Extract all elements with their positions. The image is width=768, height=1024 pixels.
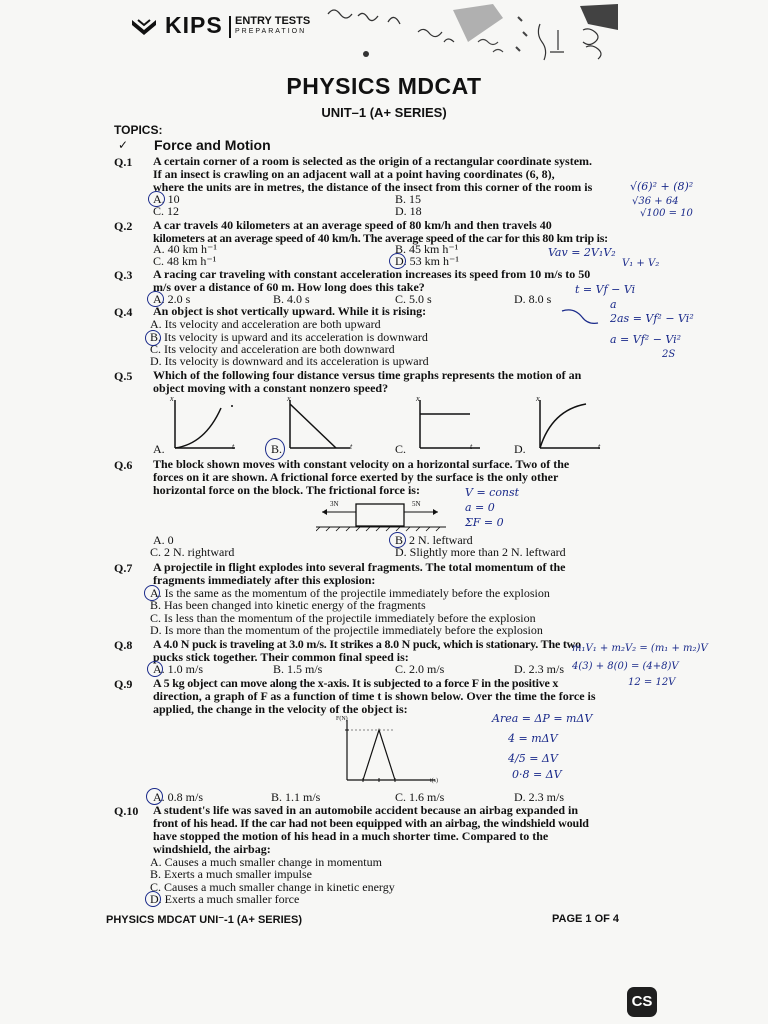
logo-divider <box>229 16 231 38</box>
q1-line-1: A certain corner of a room is selected as the origin of a rectangular coordinate system. <box>153 154 593 168</box>
q1-option-d: D. 18 <box>395 204 422 218</box>
footer-page-number: PAGE 1 OF 4 <box>552 913 620 925</box>
q7-option-c: C. Is less than the momentum of the projectile immediately before the explosion <box>150 611 536 625</box>
q9-work-2: 4 = mΔV <box>508 732 558 745</box>
camscanner-badge: CS <box>627 987 657 1017</box>
q5-graph-b <box>280 396 360 454</box>
q5-option-a: A. <box>153 442 165 456</box>
q3-option-b: B. 4.0 s <box>273 292 310 306</box>
q9-line-3: applied, the change in the velocity of the object is: <box>153 702 408 716</box>
q4-option-a: A. Its velocity and acceleration are both upward <box>150 317 381 331</box>
page-subtitle: UNIT–1 (A+ SERIES) <box>321 105 447 120</box>
q3-option-a: A. 2.0 s <box>153 292 191 306</box>
q9-line-2: direction, a graph of F as a function of time t is shown below. Over the time the force is <box>153 689 596 703</box>
q10-line-4: windshield, the airbag: <box>153 842 271 856</box>
q8-option-a: A. 1.0 m/s <box>153 662 204 676</box>
q9-work-3: 4/5 = ΔV <box>508 752 558 765</box>
logo-sub-entry-tests: ENTRY TESTS <box>235 15 311 27</box>
q9-line-1: A 5 kg object can move along the x-axis. It is subjected to a force F in the positive x <box>153 676 559 690</box>
q10-option-c: C. Causes a much smaller change in kinetic energy <box>150 880 395 894</box>
q8-work-3: 12 = 12V <box>628 677 676 688</box>
q9-work-4: 0·8 = ΔV <box>512 768 562 781</box>
q3-option-c: C. 5.0 s <box>395 292 432 306</box>
top-scribbles <box>318 2 618 72</box>
q8-option-d: D. 2.3 m/s <box>514 662 565 676</box>
logo-sub-preparation: PREPARATION <box>235 28 307 35</box>
q2-option-b: B. 45 km h⁻¹ <box>395 242 459 256</box>
q5-graph-a-t-label: t <box>232 442 235 451</box>
q3-work-3: 2as = Vf² − Vi² <box>610 312 694 325</box>
q1-line-3: where the units are in metres, the distance of the insect from this corner of the room is <box>153 180 593 194</box>
q1-option-c: C. 12 <box>153 204 180 218</box>
q4-option-d: D. Its velocity is downward and its acceleration is upward <box>150 354 429 368</box>
q4-answer-circle <box>145 330 161 346</box>
q4-option-b: B. Its velocity is upward and its acceleration is downward <box>150 330 428 344</box>
q2-option-d: D. 53 km h⁻¹ <box>395 254 459 268</box>
q5-graph-c-x-label: x <box>416 394 420 403</box>
q5-option-b: B. <box>271 442 283 456</box>
q2-line-2: kilometers at an average speed of 40 km/h. The average speed of the car for this 80 km trip is: <box>153 231 608 245</box>
q9-number: Q.9 <box>114 677 133 691</box>
q7-option-a: A. Is the same as the momentum of the projectile immediately before the explosion <box>150 586 550 600</box>
q7-answer-circle <box>144 585 160 601</box>
q10-number: Q.10 <box>114 804 139 818</box>
q3-line-1: A racing car traveling with constant acceleration increases its speed from 10 m/s to 50 <box>153 267 591 281</box>
q5-graph-c <box>410 396 490 454</box>
q8-option-c: C. 2.0 m/s <box>395 662 445 676</box>
q4-line-1: An object is shot vertically upward. While it is rising: <box>153 304 427 318</box>
q1-option-a: A. 10 <box>153 192 180 206</box>
q4-option-c: C. Its velocity and acceleration are both downward <box>150 342 395 356</box>
kips-logo <box>131 14 311 40</box>
q6-work-1: V = const <box>465 486 520 499</box>
q5-graph-d-t-label: t <box>598 442 601 451</box>
q7-option-d: D. Is more than the momentum of the projectile immediately before the explosion <box>150 623 543 637</box>
q1-work-2: √36 + 64 <box>632 196 679 207</box>
q5-graph-b-x-label: x <box>287 394 291 403</box>
q6-line-1: The block shown moves with constant velocity on a horizontal surface. Two of the <box>153 457 570 471</box>
q4-number: Q.4 <box>114 305 133 319</box>
q2-work-1: Vav = 2V₁V₂ <box>548 246 616 259</box>
q3-work-4: a = Vf² − Vi² <box>610 333 682 346</box>
q1-work-1: √(6)² + (8)² <box>630 180 694 193</box>
q6-option-b: B. 2 N. leftward <box>395 533 473 547</box>
q10-option-d: D. Exerts a much smaller force <box>150 892 300 906</box>
q10-option-a: A. Causes a much smaller change in momentum <box>150 855 382 869</box>
q5-graph-d-x-label: x <box>536 394 540 403</box>
q9-option-b: B. 1.1 m/s <box>271 790 321 804</box>
q10-line-2: front of his head. If the car had not been equipped with an airbag, the windshield would <box>153 816 589 830</box>
q3-line-2: m/s over a distance of 60 m. How long does this take? <box>153 280 425 294</box>
q1-line-2: If an insect is crawling on an adjacent wall at a point having coordinates (6, 8), <box>153 167 555 181</box>
q3-work-1: t = Vf − Vi <box>575 283 636 296</box>
q6-option-c: C. 2 N. rightward <box>150 545 235 559</box>
q9-option-d: D. 2.3 m/s <box>514 790 565 804</box>
q9-option-c: C. 1.6 m/s <box>395 790 445 804</box>
q5-graph-b-t-label: t <box>350 442 353 451</box>
q1-option-b: B. 15 <box>395 192 422 206</box>
q8-number: Q.8 <box>114 638 133 652</box>
q9-graph-y-label: F(N) <box>336 716 348 722</box>
q6-line-3: horizontal force on the block. The frictional force is: <box>153 483 420 497</box>
q6-answer-circle <box>389 532 406 548</box>
q3-work-2: a <box>610 298 617 311</box>
q8-work-1: m₁V₁ + m₂V₂ = (m₁ + m₂)V <box>572 643 708 654</box>
q3-option-d: D. 8.0 s <box>514 292 552 306</box>
q7-line-2: fragments immediately after this explosion: <box>153 573 376 587</box>
topic-title: Force and Motion <box>154 137 271 153</box>
topics-label: TOPICS: <box>114 123 163 137</box>
q1-number: Q.1 <box>114 155 133 169</box>
q10-answer-circle <box>145 891 161 907</box>
q6-line-2: forces on it are shown. A frictional force exerted by the surface is the only other <box>153 470 559 484</box>
q8-answer-circle <box>147 661 163 677</box>
q8-option-b: B. 1.5 m/s <box>273 662 323 676</box>
q5-number: Q.5 <box>114 369 133 383</box>
q6-number: Q.6 <box>114 458 133 472</box>
q3-work-5: 2S <box>662 349 676 360</box>
q2-work-2: V₁ + V₂ <box>622 258 660 269</box>
q6-option-a: A. 0 <box>153 533 174 547</box>
q5-option-d: D. <box>514 442 526 456</box>
footer-title: PHYSICS MDCAT UNI⁻-1 (A+ SERIES) <box>106 914 302 926</box>
logo-text: KIPS <box>165 12 223 38</box>
q3-work-arrow <box>560 305 600 330</box>
q2-line-1: A car travels 40 kilometers at an average speed of 80 km/h and then travels 40 <box>153 218 552 232</box>
q2-option-a: A. 40 km h⁻¹ <box>153 242 217 256</box>
q10-option-b: B. Exerts a much smaller impulse <box>150 867 312 881</box>
q9-graph-x-label: t(s) <box>430 778 438 784</box>
q3-number: Q.3 <box>114 268 133 282</box>
q10-line-3: have stopped the motion of his head in a much shorter time. Compared to the <box>153 829 549 843</box>
q8-line-2: pucks stick together. Their common final speed is: <box>153 650 409 664</box>
q9-work-1: Area = ΔP = mΔV <box>492 712 593 725</box>
topic-check-icon: ✓ <box>118 138 129 152</box>
q10-line-1: A student's life was saved in an automobile accident because an airbag expanded in <box>153 803 579 817</box>
q6-work-2: a = 0 <box>465 501 495 514</box>
q8-line-1: A 4.0 N puck is traveling at 3.0 m/s. It strikes a 8.0 N puck, which is stationary. The two <box>153 637 581 651</box>
q8-work-2: 4(3) + 8(0) = (4+8)V <box>572 661 679 672</box>
q9-option-a: A. 0.8 m/s <box>153 790 204 804</box>
q1-work-3: √100 = 10 <box>640 208 693 219</box>
q6-force-right-label: 5N <box>412 500 421 508</box>
kips-emblem-icon <box>131 18 157 36</box>
q2-option-c: C. 48 km h⁻¹ <box>153 254 217 268</box>
q5-option-c: C. <box>395 442 407 456</box>
q1-answer-circle <box>148 191 165 207</box>
q6-force-left-label: 3N <box>330 500 339 508</box>
q6-option-d: D. Slightly more than 2 N. leftward <box>395 545 566 559</box>
q5-line-2: object moving with a constant nonzero speed? <box>153 381 389 395</box>
q7-line-1: A projectile in flight explodes into several fragments. The total momentum of the <box>153 560 566 574</box>
q5-graph-a-x-label: x <box>170 394 174 403</box>
q2-number: Q.2 <box>114 219 133 233</box>
q5-graph-c-t-label: t <box>470 442 473 451</box>
q7-option-b: B. Has been changed into kinetic energy of the fragments <box>150 598 426 612</box>
q6-work-3: ΣF = 0 <box>465 516 504 529</box>
page-title: PHYSICS MDCAT <box>286 73 482 99</box>
q7-number: Q.7 <box>114 561 133 575</box>
q9-force-time-graph <box>335 716 445 790</box>
q5-line-1: Which of the following four distance versus time graphs represents the motion of an <box>153 368 582 382</box>
